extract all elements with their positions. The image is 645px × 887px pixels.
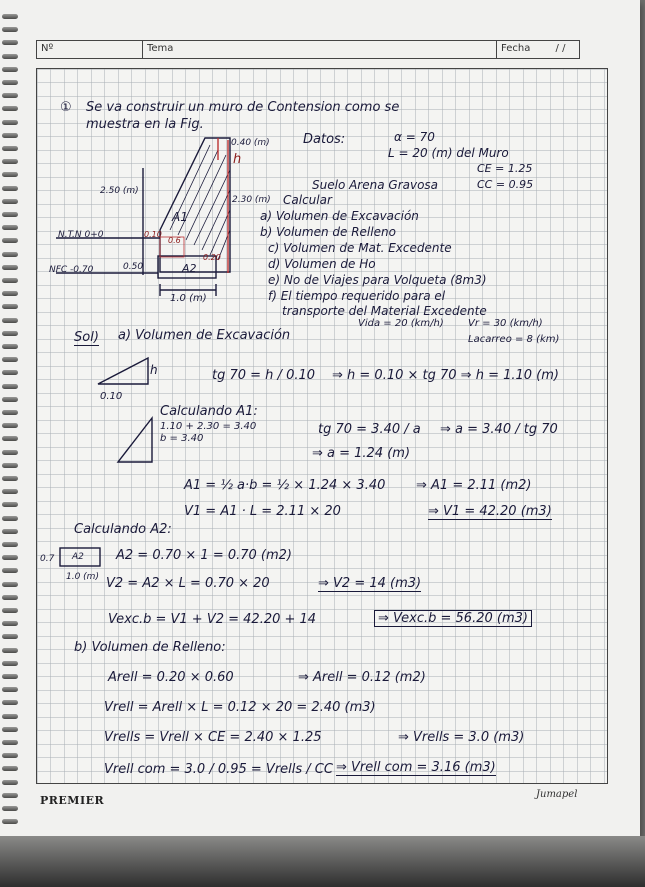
vida-value: Vida = 20 (km/h) <box>358 318 444 329</box>
lacarreo-value: Lacarreo = 8 (km) <box>468 334 560 345</box>
triangle-a-sketch <box>118 418 152 462</box>
fig-dim-050: 0.50 <box>123 262 144 272</box>
brand-logo: PREMIER <box>40 794 105 807</box>
table-surface <box>0 836 645 887</box>
a2-base-label: 1.0 (m) <box>66 572 99 582</box>
tri1-base: 0.10 <box>100 391 123 402</box>
fig-top-dim: 0.40 (m) <box>231 138 270 148</box>
vrells-formula: Vrells = Vrell × CE = 2.40 × 1.25 <box>104 730 322 745</box>
a2-formula: A2 = 0.70 × 1 = 0.70 (m2) <box>116 548 293 563</box>
header-tema-field: Tema <box>143 41 497 58</box>
calc-item-a: a) Volumen de Excavación <box>260 209 419 223</box>
calc-item-f-cont: transporte del Material Excedente <box>282 304 487 318</box>
calc-a1-title: Calculando A1: <box>160 404 258 419</box>
triangle-h-sketch <box>98 358 148 384</box>
calc-item-b: b) Volumen de Relleno <box>260 225 396 239</box>
datos-alpha: α = 70 <box>394 130 435 144</box>
tg1-formula: tg 70 = h / 0.10 <box>212 368 316 383</box>
arell-result: ⇒ Arell = 0.12 (m2) <box>298 670 426 685</box>
wall-outline <box>160 138 230 272</box>
manufacturer-mark: Jumapel <box>536 789 578 800</box>
soil-type: Suelo Arena Gravosa <box>312 178 439 192</box>
datos-label: Datos: <box>303 132 346 147</box>
sol-a-title: a) Volumen de Excavación <box>118 328 291 343</box>
a2-side-label: 0.7 <box>40 554 55 564</box>
v1-formula: V1 = A1 · L = 2.11 × 20 <box>184 504 341 519</box>
calc-item-e: e) No de Viajes para Volqueta (8m3) <box>268 273 487 287</box>
v1-result: ⇒ V1 = 42.20 (m3) <box>428 504 552 519</box>
fig-height-left: 2.50 (m) <box>100 186 139 196</box>
arell-formula: Arell = 0.20 × 0.60 <box>108 670 234 685</box>
fig-a2-label: A2 <box>182 262 197 275</box>
fig-dim-020: 0.20 <box>203 253 221 262</box>
vrell-line: Vrell = Arell × L = 0.12 × 20 = 2.40 (m3) <box>104 700 376 715</box>
calcular-label: Calcular <box>283 193 332 207</box>
header-fecha-slashes: / / <box>555 43 566 54</box>
a-calc: ⇒ a = 3.40 / tg 70 <box>440 422 558 437</box>
header-number-field: Nº <box>37 41 143 58</box>
sol-label: Sol) <box>74 330 99 345</box>
datos-cc: CC = 0.95 <box>477 178 534 191</box>
a-result: ⇒ a = 1.24 (m) <box>312 446 411 461</box>
vrellcom-result: ⇒ Vrell com = 3.16 (m3) <box>336 760 496 775</box>
problem-number: ① <box>60 100 72 115</box>
problem-line-2: muestra en la Fig. <box>86 117 204 132</box>
datos-length: L = 20 (m) del Muro <box>388 146 509 160</box>
sol-b-title: b) Volumen de Relleno: <box>74 640 226 655</box>
v2-formula: V2 = A2 × L = 0.70 × 20 <box>106 576 270 591</box>
vexc-result: ⇒ Vexc.b = 56.20 (m3) <box>374 610 532 627</box>
calc-item-f: f) El tiempo requerido para el <box>268 289 446 303</box>
calc-item-c: c) Volumen de Mat. Excedente <box>268 241 452 255</box>
fig-base-label: 1.0 (m) <box>170 293 207 304</box>
fig-a1-label: A1 <box>172 210 188 224</box>
vrells-result: ⇒ Vrells = 3.0 (m3) <box>398 730 525 745</box>
a1-result: ⇒ A1 = 2.11 (m2) <box>416 478 532 493</box>
problem-line-1: Se va construir un muro de Contension como se <box>86 100 400 115</box>
b-line: b = 3.40 <box>160 433 204 444</box>
v2-result: ⇒ V2 = 14 (m3) <box>318 576 422 591</box>
fig-dim-010: 0.10 <box>144 230 162 239</box>
fig-ntn-label: N.T.N 0+0 <box>58 230 104 240</box>
fig-height-mid: 2.30 (m) <box>232 195 271 205</box>
fig-dim-06: 0.6 <box>168 236 181 245</box>
header-fecha-label: Fecha <box>501 43 531 54</box>
a1-formula: A1 = ½ a·b = ½ × 1.24 × 3.40 <box>184 478 386 493</box>
datos-ce: CE = 1.25 <box>477 162 533 175</box>
tg2-formula: tg 70 = 3.40 / a <box>318 422 421 437</box>
fig-h-label: h <box>233 152 242 167</box>
calc-item-d: d) Volumen de Ho <box>268 257 376 271</box>
h-calc: ⇒ h = 0.10 × tg 70 ⇒ h = 1.10 (m) <box>332 368 559 383</box>
vrellcom-formula: Vrell com = 3.0 / 0.95 = Vrells / CC <box>104 762 333 777</box>
sum-line: 1.10 + 2.30 = 3.40 <box>160 421 257 432</box>
tri1-h: h <box>150 363 158 377</box>
a2-box-label: A2 <box>72 552 84 562</box>
calc-a2-title: Calculando A2: <box>74 522 172 537</box>
fig-nfc-label: NFC -0.70 <box>49 265 94 275</box>
vr-value: Vr = 30 (km/h) <box>468 318 543 329</box>
vexc-formula: Vexc.b = V1 + V2 = 42.20 + 14 <box>108 612 317 627</box>
